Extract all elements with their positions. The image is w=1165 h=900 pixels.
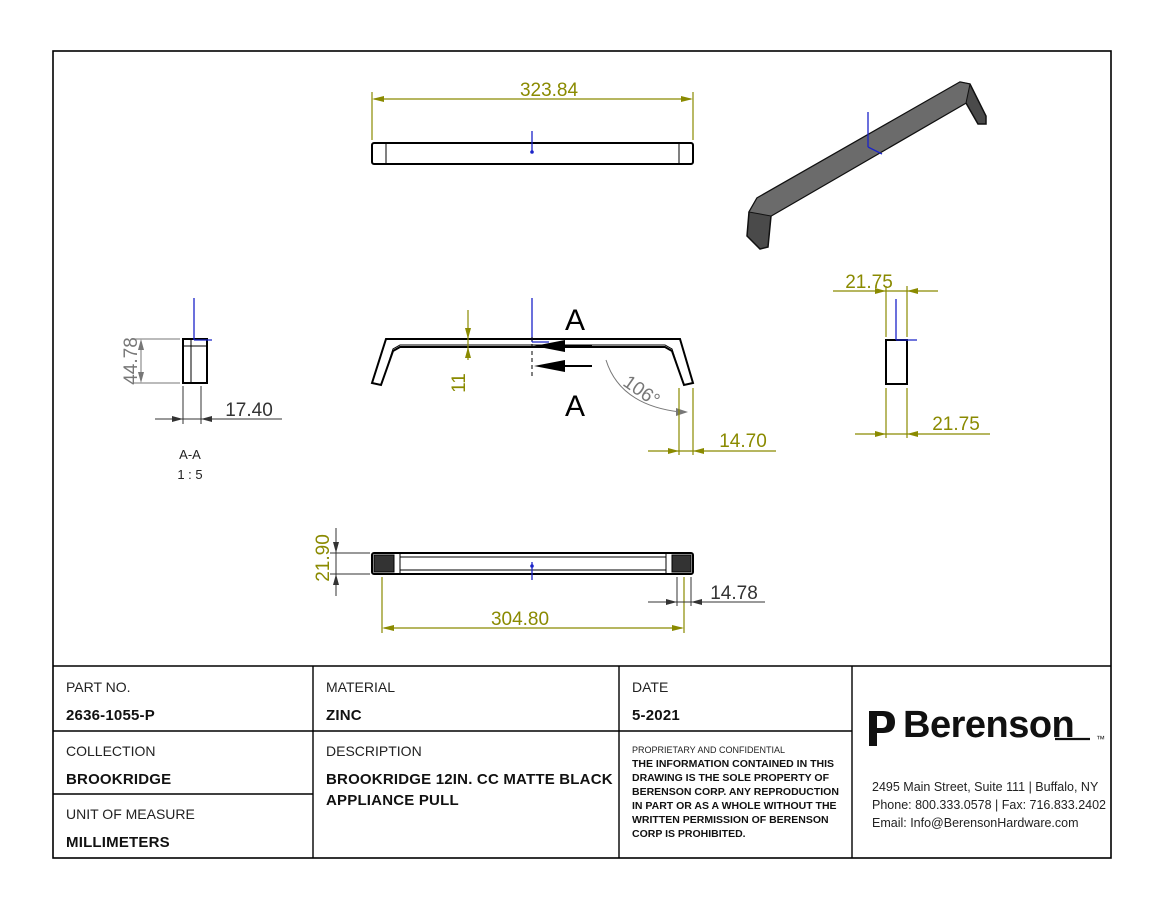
- description-line-2: APPLIANCE PULL: [326, 792, 459, 809]
- part-no-value: 2636-1055-P: [66, 707, 155, 724]
- uom-value: MILLIMETERS: [66, 834, 170, 851]
- dim-end-top: 21.75: [845, 272, 893, 293]
- collection-label: COLLECTION: [66, 743, 156, 759]
- section-caption: A-A: [179, 447, 201, 462]
- company-email: Email: Info@BerensonHardware.com: [872, 816, 1079, 830]
- date-label: DATE: [632, 679, 669, 695]
- company-phone: Phone: 800.333.0578 | Fax: 716.833.2402: [872, 798, 1106, 812]
- trademark-symbol: ™: [1096, 734, 1105, 744]
- dim-rise: 11: [449, 373, 470, 393]
- dim-overall-length: 323.84: [519, 80, 579, 101]
- confidential-text: THE INFORMATION CONTAINED IN THIS DRAWING IS THE SOLE PROPERTY OF BERENSON CORP. ANY REPRODUCTION IN PART OR AS A WHOLE WITHOUT THE WRITTEN PERMISSION OF BERENSON CORP IS PROHIBITED.: [632, 758, 839, 840]
- dim-angle: 106°: [619, 371, 664, 412]
- dim-bottom-foot: 14.78: [710, 583, 758, 604]
- dim-section-depth: 17.40: [225, 400, 273, 421]
- brand-name: Berenson: [903, 704, 1075, 746]
- dim-bottom-height: 21.90: [313, 534, 334, 582]
- section-label-top: A: [564, 304, 586, 337]
- section-scale: 1 : 5: [177, 467, 203, 482]
- isometric-view: [747, 82, 986, 249]
- confidential-label: PROPRIETARY AND CONFIDENTIAL: [632, 745, 786, 755]
- material-value: ZINC: [326, 707, 362, 724]
- company-address: 2495 Main Street, Suite 111 | Buffalo, NY: [872, 780, 1099, 794]
- section-view: [121, 298, 282, 482]
- description-label: DESCRIPTION: [326, 743, 422, 759]
- front-view: [372, 298, 776, 455]
- top-view: [372, 80, 693, 164]
- dim-foot-width: 14.70: [719, 431, 767, 452]
- dim-section-height: 44.78: [121, 337, 142, 385]
- collection-value: BROOKRIDGE: [66, 771, 172, 788]
- section-label-bottom: A: [564, 390, 586, 423]
- bottom-view: [313, 528, 765, 633]
- dim-center-to-center: 304.80: [490, 609, 550, 630]
- part-no-label: PART NO.: [66, 679, 131, 695]
- uom-label: UNIT OF MEASURE: [66, 806, 195, 822]
- date-value: 5-2021: [632, 707, 680, 724]
- dim-end-bottom: 21.75: [932, 414, 980, 435]
- description-line-1: BROOKRIDGE 12IN. CC MATTE BLACK: [326, 771, 613, 788]
- material-label: MATERIAL: [326, 679, 395, 695]
- end-view: [833, 272, 990, 438]
